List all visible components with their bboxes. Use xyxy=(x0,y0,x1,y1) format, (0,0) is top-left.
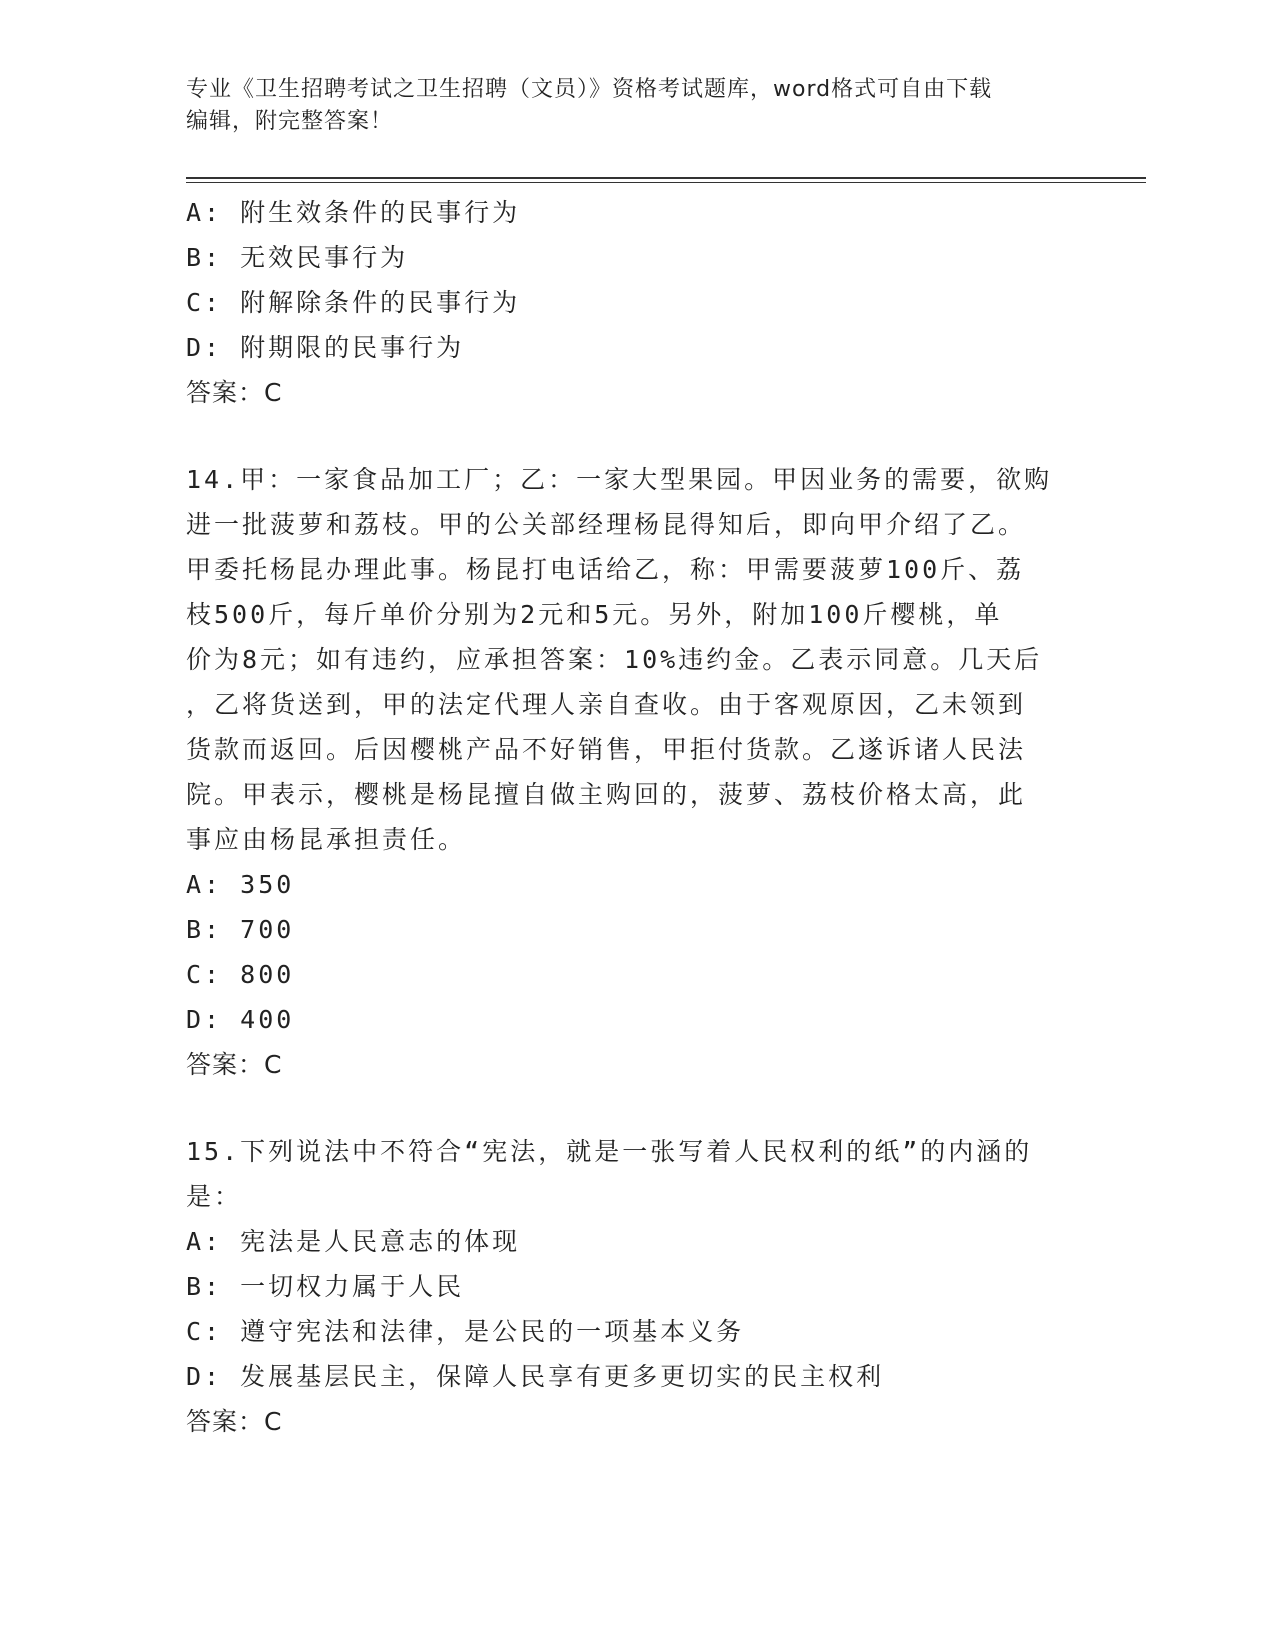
option-d: D: 附期限的民事行为 xyxy=(186,333,465,362)
option-d: D: 发展基层民主，保障人民享有更多更切实的民主权利 xyxy=(186,1362,885,1391)
option-a: A: 附生效条件的民事行为 xyxy=(186,198,521,227)
document-content xyxy=(186,190,1086,1444)
option-b: B: 无效民事行为 xyxy=(186,243,409,272)
question-text-line: 事应由杨昆承担责任。 xyxy=(186,825,467,854)
header-rule-thin xyxy=(186,182,1146,183)
question-text-line: 15.下列说法中不符合“宪法，就是一张写着人民权利的纸”的内涵的 xyxy=(186,1137,1033,1166)
answer: 答案：C xyxy=(186,1407,283,1436)
option-a: A: 宪法是人民意志的体现 xyxy=(186,1227,521,1256)
question-text-line: ，乙将货送到，甲的法定代理人亲自查收。由于客观原因，乙未领到 xyxy=(186,690,1027,719)
option-a: A: 350 xyxy=(186,870,295,899)
option-d: D: 400 xyxy=(186,1005,295,1034)
header-line-2: 编辑，附完整答案！ xyxy=(186,109,394,134)
option-c: C: 附解除条件的民事行为 xyxy=(186,288,521,317)
header-rule-thick xyxy=(186,177,1146,179)
option-c: C: 800 xyxy=(186,960,295,989)
question-15 xyxy=(186,1129,1086,1444)
option-b: B: 700 xyxy=(186,915,295,944)
document-header xyxy=(186,74,1086,138)
question-text-line: 甲委托杨昆办理此事。杨昆打电话给乙，称：甲需要菠萝100斤、荔 xyxy=(186,555,1025,584)
question-text-line: 是： xyxy=(186,1182,243,1211)
question-text-line: 14.甲：一家食品加工厂；乙：一家大型果园。甲因业务的需要，欲购 xyxy=(186,465,1053,494)
header-line-1: 专业《卫生招聘考试之卫生招聘（文员）》资格考试题库，word格式可自由下载 xyxy=(186,77,993,102)
question-13 xyxy=(186,190,1086,415)
option-c: C: 遵守宪法和法律，是公民的一项基本义务 xyxy=(186,1317,745,1346)
answer: 答案：C xyxy=(186,378,283,407)
question-text-line: 进一批菠萝和荔枝。甲的公关部经理杨昆得知后，即向甲介绍了乙。 xyxy=(186,510,1027,539)
question-14 xyxy=(186,457,1086,1087)
question-text-line: 价为8元；如有违约，应承担答案：10%违约金。乙表示同意。几天后 xyxy=(186,645,1043,674)
question-text-line: 货款而返回。后因樱桃产品不好销售，甲拒付货款。乙遂诉诸人民法 xyxy=(186,735,1027,764)
question-text-line: 枝500斤，每斤单价分别为2元和5元。另外，附加100斤樱桃，单 xyxy=(186,600,1003,629)
answer: 答案：C xyxy=(186,1050,283,1079)
option-b: B: 一切权力属于人民 xyxy=(186,1272,465,1301)
question-text-line: 院。甲表示，樱桃是杨昆擅自做主购回的，菠萝、荔枝价格太高，此 xyxy=(186,780,1027,809)
